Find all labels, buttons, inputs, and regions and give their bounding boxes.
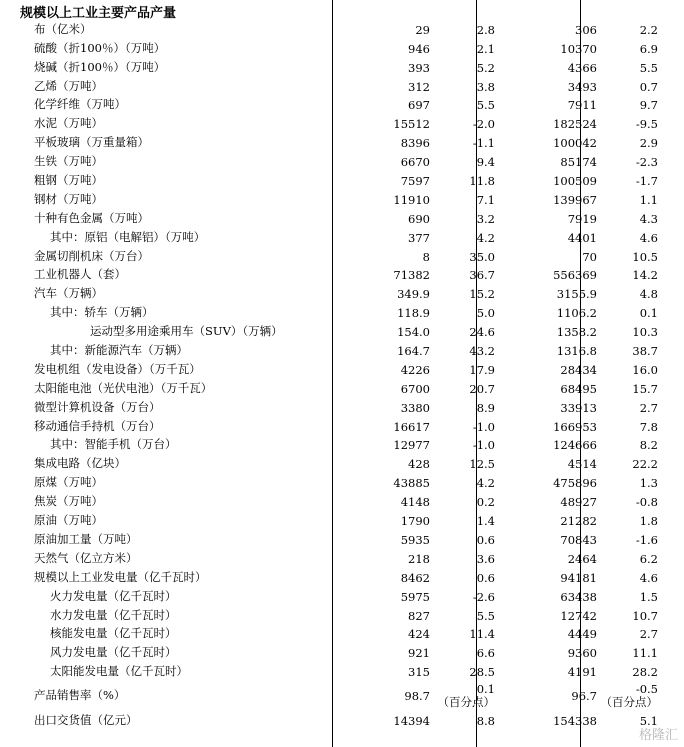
table-row (20, 436, 684, 455)
cumulative-output: 4366 (567, 60, 597, 75)
cumulative-growth: -1.6 (635, 532, 658, 547)
cumulative-output: 12742 (560, 608, 597, 623)
cumulative-output: 7919 (567, 211, 597, 226)
month-growth: 11.4 (469, 627, 495, 642)
month-growth: 2.8 (476, 22, 495, 37)
month-growth: 17.9 (469, 362, 495, 377)
month-output: 15512 (393, 117, 430, 132)
table-row (20, 303, 684, 322)
month-output: 697 (408, 98, 430, 113)
cumulative-output: 1316.8 (556, 344, 597, 359)
cumulative-output: 166953 (553, 419, 597, 434)
cumulative-output: 10370 (560, 41, 597, 56)
cumulative-growth: 4.3 (639, 211, 658, 226)
product-name: 原油加工量（万吨） (34, 531, 138, 546)
product-name: 钢材（万吨） (34, 191, 103, 206)
month-output: 393 (408, 60, 430, 75)
month-output: 8462 (400, 570, 430, 585)
month-growth: 7.1 (476, 192, 495, 207)
cumulative-growth-unit: （百分点） (600, 695, 658, 710)
table-row (20, 360, 684, 379)
month-growth: 20.7 (469, 381, 495, 396)
product-name: 集成电路（亿块） (34, 456, 126, 471)
product-name: 其中：新能源汽车（万辆） (50, 343, 188, 358)
month-growth (438, 683, 496, 709)
product-name: 水力发电量（亿千瓦时） (50, 607, 177, 622)
product-name: 烧碱（折100％）（万吨） (34, 59, 166, 74)
cumulative-output: 4191 (567, 665, 597, 680)
month-output: 946 (408, 41, 430, 56)
cumulative-growth: 1.5 (639, 589, 658, 604)
month-output: 164.7 (397, 344, 430, 359)
month-growth: -1.1 (472, 136, 495, 151)
month-output: 6700 (400, 381, 430, 396)
month-output: 11910 (393, 192, 430, 207)
month-growth: 3.8 (476, 79, 495, 94)
cumulative-growth: 11.1 (632, 646, 658, 661)
table-row (20, 398, 684, 417)
cumulative-output: 306 (575, 22, 597, 37)
month-output: 154.0 (397, 325, 430, 340)
cumulative-growth: 2.2 (639, 22, 658, 37)
month-growth: 5.2 (476, 60, 495, 75)
product-name: 发电机组（发电设备）（万千瓦） (34, 361, 201, 376)
table-row (20, 492, 684, 511)
cumulative-growth: 15.7 (632, 381, 658, 396)
cumulative-output: 70843 (560, 532, 597, 547)
product-name: 其中：轿车（万辆） (50, 305, 154, 320)
month-output: 315 (408, 665, 430, 680)
month-output: 827 (408, 608, 430, 623)
cumulative-output: 124666 (553, 438, 597, 453)
cumulative-growth: 16.0 (632, 362, 658, 377)
product-name: 水泥（万吨） (34, 116, 103, 131)
month-growth: 5.5 (476, 98, 495, 113)
table-row (20, 549, 684, 568)
cumulative-output: 154338 (553, 714, 597, 729)
cumulative-output: 7911 (567, 98, 597, 113)
cumulative-growth: 28.2 (632, 665, 658, 680)
watermark-logo: 格隆汇 (638, 728, 678, 743)
cumulative-output: 4449 (567, 627, 597, 642)
cumulative-output: 1358.2 (556, 325, 597, 340)
month-growth-value: 0.1 (476, 682, 495, 697)
month-growth: 0.6 (476, 532, 495, 547)
product-name: 工业机器人（套） (34, 267, 126, 282)
month-output: 6670 (400, 155, 430, 170)
table-row (20, 228, 684, 247)
cumulative-output: 139967 (553, 192, 597, 207)
table-row (20, 417, 684, 436)
cumulative-growth: 22.2 (632, 457, 658, 472)
table-row (20, 284, 684, 303)
month-output: 8 (422, 249, 430, 264)
table-row (20, 568, 684, 587)
table-row (20, 341, 684, 360)
product-name: 乙烯（万吨） (34, 78, 103, 93)
table-row-export (20, 711, 684, 730)
month-growth: 3.6 (476, 551, 495, 566)
cumulative-growth-value: -0.5 (635, 682, 658, 697)
cumulative-output: 48927 (560, 495, 597, 510)
month-output: 377 (408, 230, 430, 245)
table-title: 规模以上工业主要产品产量 (20, 6, 177, 21)
month-growth: 4.2 (476, 230, 495, 245)
cumulative-growth: 14.2 (632, 268, 658, 283)
cumulative-growth: 1.1 (639, 192, 658, 207)
cumulative-growth: 6.9 (639, 41, 658, 56)
table-row (20, 643, 684, 662)
month-output: 118.9 (397, 306, 430, 321)
table-row (20, 473, 684, 492)
product-name: 金属切削机床（万台） (34, 248, 149, 263)
product-name: 微型计算机设备（万台） (34, 399, 161, 414)
cumulative-output: 1106.2 (556, 306, 597, 321)
cumulative-growth: -0.8 (635, 495, 658, 510)
month-output: 12977 (393, 438, 430, 453)
product-name: 焦炭（万吨） (34, 494, 103, 509)
cumulative-growth: 4.6 (639, 230, 658, 245)
product-name: 原煤（万吨） (34, 475, 103, 490)
month-output: 71382 (393, 268, 430, 283)
product-name: 汽车（万辆） (34, 286, 103, 301)
month-output: 43885 (393, 476, 430, 491)
month-growth: 9.4 (476, 155, 495, 170)
month-output: 29 (415, 22, 430, 37)
cumulative-growth: 0.1 (639, 306, 658, 321)
product-name: 其中：智能手机（万台） (50, 437, 177, 452)
cumulative-output: 9360 (567, 646, 597, 661)
cumulative-growth: 38.7 (632, 344, 658, 359)
month-output: 16617 (393, 419, 430, 434)
month-output: 98.7 (404, 689, 430, 704)
month-growth-unit: （百分点） (437, 695, 495, 710)
month-output: 4226 (400, 362, 430, 377)
cumulative-output: 21282 (560, 514, 597, 529)
cumulative-growth: 2.7 (639, 627, 658, 642)
cumulative-output: 4514 (567, 457, 597, 472)
cumulative-growth: 4.6 (639, 570, 658, 585)
product-name: 移动通信手持机（万台） (34, 418, 161, 433)
cumulative-output: 3493 (567, 79, 597, 94)
cumulative-output: 63438 (560, 589, 597, 604)
cumulative-output: 475896 (553, 476, 597, 491)
table-row (20, 114, 684, 133)
table-row (20, 96, 684, 115)
cumulative-growth: 1.8 (639, 514, 658, 529)
production-table (20, 20, 684, 730)
month-growth: 15.2 (469, 287, 495, 302)
table-row-sales-rate (20, 681, 684, 711)
product-name: 运动型多用途乘用车（SUV）（万辆） (90, 324, 283, 339)
table-row (20, 379, 684, 398)
month-output: 424 (408, 627, 430, 642)
cumulative-output: 2464 (567, 551, 597, 566)
table-row (20, 322, 684, 341)
table-row (20, 530, 684, 549)
cumulative-output: 28434 (560, 362, 597, 377)
table-row (20, 133, 684, 152)
month-output: 312 (408, 79, 430, 94)
cumulative-output: 100042 (553, 136, 597, 151)
product-name: 规模以上工业发电量（亿千瓦时） (34, 569, 207, 584)
month-growth: -2.0 (472, 117, 495, 132)
month-output: 3380 (400, 400, 430, 415)
cumulative-output: 94181 (560, 570, 597, 585)
table-row (20, 266, 684, 285)
product-name: 平板玻璃（万重量箱） (34, 135, 149, 150)
table-row (20, 171, 684, 190)
month-growth: 12.5 (469, 457, 495, 472)
cumulative-growth: 5.1 (639, 714, 658, 729)
table-row (20, 587, 684, 606)
cumulative-growth: 10.3 (632, 325, 658, 340)
product-name: 太阳能电池（光伏电池）（万千瓦） (34, 380, 213, 395)
cumulative-growth (601, 683, 659, 709)
cumulative-output: 3155.9 (556, 287, 597, 302)
product-name: 十种有色金属（万吨） (34, 210, 149, 225)
month-growth: 0.2 (476, 495, 495, 510)
cumulative-output: 33913 (560, 400, 597, 415)
cumulative-growth: 10.5 (632, 249, 658, 264)
product-name: 产品销售率（%） (34, 688, 126, 703)
cumulative-growth: 7.8 (639, 419, 658, 434)
cumulative-growth: 5.5 (639, 60, 658, 75)
month-growth: 5.0 (476, 306, 495, 321)
month-growth: 35.0 (469, 249, 495, 264)
month-growth: 5.5 (476, 608, 495, 623)
table-row (20, 662, 684, 681)
month-growth: 3.2 (476, 211, 495, 226)
table-row (20, 190, 684, 209)
cumulative-output: 85174 (560, 155, 597, 170)
month-growth: -1.0 (472, 438, 495, 453)
month-growth: -1.0 (472, 419, 495, 434)
month-growth: -2.6 (472, 589, 495, 604)
cumulative-output: 68495 (560, 381, 597, 396)
month-output: 921 (408, 646, 430, 661)
cumulative-output: 100509 (553, 174, 597, 189)
month-output: 690 (408, 211, 430, 226)
cumulative-growth: -2.3 (635, 155, 658, 170)
table-row (20, 209, 684, 228)
month-output: 349.9 (397, 287, 430, 302)
cumulative-output: 4401 (567, 230, 597, 245)
month-output: 7597 (400, 174, 430, 189)
table-row (20, 247, 684, 266)
month-output: 5975 (400, 589, 430, 604)
month-growth: 4.2 (476, 476, 495, 491)
product-name: 粗钢（万吨） (34, 173, 103, 188)
product-name: 太阳能发电量（亿千瓦时） (50, 664, 188, 679)
cumulative-growth: 6.2 (639, 551, 658, 566)
table-row (20, 39, 684, 58)
product-name: 天然气（亿立方米） (34, 550, 138, 565)
month-growth: 24.6 (469, 325, 495, 340)
product-name: 其中：原铝（电解铝）（万吨） (50, 229, 206, 244)
table-row (20, 152, 684, 171)
product-name: 化学纤维（万吨） (34, 97, 126, 112)
month-growth: 0.6 (476, 570, 495, 585)
cumulative-growth: 2.7 (639, 400, 658, 415)
cumulative-growth: 8.2 (639, 438, 658, 453)
table-row (20, 511, 684, 530)
product-name: 核能发电量（亿千瓦时） (50, 626, 177, 641)
month-output: 8396 (400, 136, 430, 151)
product-name: 出口交货值（亿元） (34, 713, 138, 728)
month-output: 5935 (400, 532, 430, 547)
product-name: 火力发电量（亿千瓦时） (50, 588, 177, 603)
cumulative-growth: 2.9 (639, 136, 658, 151)
month-growth: 8.8 (476, 714, 495, 729)
table-row (20, 58, 684, 77)
cumulative-output: 556369 (553, 268, 597, 283)
table-row (20, 454, 684, 473)
table-row (20, 20, 684, 39)
product-name: 风力发电量（亿千瓦时） (50, 645, 177, 660)
month-growth: 2.1 (476, 41, 495, 56)
cumulative-growth: 0.7 (639, 79, 658, 94)
month-growth: 1.4 (476, 514, 495, 529)
table-row (20, 606, 684, 625)
cumulative-output: 182524 (553, 117, 597, 132)
cumulative-output: 96.7 (571, 689, 597, 704)
cumulative-growth: 9.7 (639, 98, 658, 113)
table-row (20, 77, 684, 96)
month-output: 1790 (400, 514, 430, 529)
month-output: 428 (408, 457, 430, 472)
month-growth: 36.7 (469, 268, 495, 283)
product-name: 生铁（万吨） (34, 154, 103, 169)
cumulative-output: 70 (582, 249, 597, 264)
product-name: 原油（万吨） (34, 513, 103, 528)
month-output: 14394 (393, 714, 430, 729)
cumulative-growth: -9.5 (635, 117, 658, 132)
month-growth: 6.6 (476, 646, 495, 661)
cumulative-growth: 4.8 (639, 287, 658, 302)
month-growth: 11.8 (469, 174, 495, 189)
product-name: 硫酸（折100％）（万吨） (34, 40, 166, 55)
month-growth: 28.5 (469, 665, 495, 680)
cumulative-growth: -1.7 (635, 174, 658, 189)
cumulative-growth: 1.3 (639, 476, 658, 491)
table-row (20, 625, 684, 644)
month-growth: 8.9 (476, 400, 495, 415)
month-output: 4148 (400, 495, 430, 510)
product-name: 布（亿米） (34, 21, 92, 36)
month-output: 218 (408, 551, 430, 566)
month-growth: 43.2 (469, 344, 495, 359)
cumulative-growth: 10.7 (632, 608, 658, 623)
